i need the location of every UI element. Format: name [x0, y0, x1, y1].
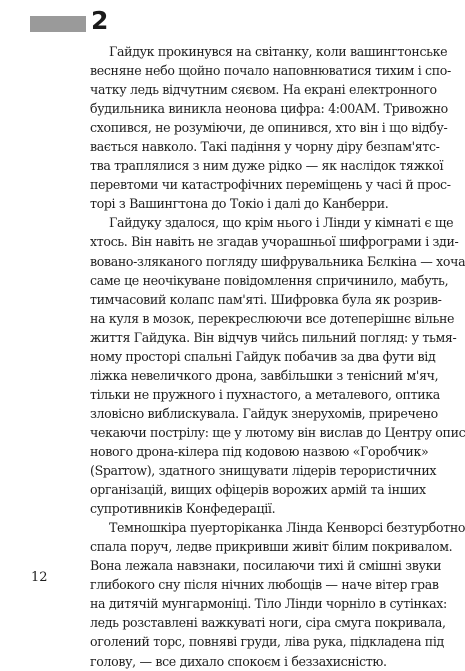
- text-line: будильника виникла неонова цифра: 4:00AM. Тривожно: [90, 101, 448, 117]
- text-line: ному просторі спальні Гайдук побачив за два фути від: [90, 348, 436, 364]
- text-line: весняне небо щойно почало наповнюватися тихим і спо-: [90, 63, 451, 79]
- text-line: спала поруч, ледве прикривши живіт білим покривалом.: [90, 539, 453, 555]
- text-line: Вона лежала навзнаки, посилаючи тихі й смішні звуки: [90, 558, 442, 574]
- text-line: життя Гайдука. Він відчув чийсь пильний погляд: у тьмя-: [90, 329, 457, 345]
- text-line: тва траплялися з ним дуже рідко — як наслідок тяжкої: [90, 158, 444, 174]
- text-line: супротивників Конфедерації.: [90, 501, 276, 517]
- text-line: саме це неочікуване повідомлення спричинило, мабуть,: [90, 272, 449, 288]
- text-line: чекаючи пострілу: ще у лютому він вислав до Центру опис: [90, 424, 465, 440]
- text-line: глибокого сну після нічних любощів — наче вітер грав: [90, 577, 439, 593]
- page-number: 12: [31, 570, 48, 585]
- text-line: на дитячій мунгармоніці. Тіло Лінди чорніло в сутінках:: [90, 596, 447, 612]
- text-line: вовано-зляканого погляду шифрувальника Бєлкіна — хоча: [90, 253, 465, 269]
- text-line: хтось. Він навіть не згадав учорашньої шифрограми і зди-: [90, 234, 459, 250]
- text-line: тільки не пружного і пухнастого, а металевого, оптика: [90, 386, 440, 402]
- chapter-number: 2: [91, 6, 109, 35]
- text-line: на куля в мозок, перекреслюючи все дотеперішнє вільне: [90, 310, 455, 326]
- text-line: вається навколо. Такі падіння у чорну діру безпам'ятс-: [90, 139, 440, 155]
- text-line: ледь розставлені важкуваті ноги, сіра смуга покривала,: [90, 615, 446, 631]
- text-line: оголений торс, повняві груди, ліва рука, підкладена під: [90, 634, 444, 650]
- body-text: [90, 42, 465, 671]
- text-line: тимчасовий колапс пам'яті. Шифровка була як розрив-: [90, 291, 442, 307]
- text-line: чатку ледь відчутним сяєвом. На екрані електронного: [90, 82, 437, 98]
- text-line: організацій, вищих офіцерів ворожих армій та інших: [90, 482, 426, 498]
- text-line: перевтоми чи катастрофічних переміщень у часі й прос-: [90, 177, 451, 193]
- text-line: Гайдук прокинувся на світанку, коли вашингтонське: [109, 44, 448, 59]
- text-line: ліжка невеличкого дрона, завбільшки з тенісний м'яч,: [90, 367, 439, 383]
- text-line: торі з Вашингтона до Токіо і далі до Канберри.: [90, 196, 389, 212]
- text-line: (Sparrow), здатного знищувати лідерів терористичних: [90, 463, 437, 479]
- text-line: нового дрона-кілера під кодовою назвою «Горобчик»: [90, 443, 429, 459]
- text-line: зловісно виблискувала. Гайдук знерухомів, приречено: [90, 405, 438, 421]
- text-line: схопився, не розуміючи, де опинився, хто він і що відбу-: [90, 120, 448, 136]
- text-line: Гайдуку здалося, що крім нього і Лінди у кімнаті є ще: [109, 215, 454, 231]
- text-line: голову, — все дихало спокоєм і беззахисністю.: [90, 653, 387, 669]
- chapter-band: [30, 16, 86, 32]
- text-line: Темношкіра пуерторіканка Лінда Кенворсі безтурботно: [109, 520, 465, 536]
